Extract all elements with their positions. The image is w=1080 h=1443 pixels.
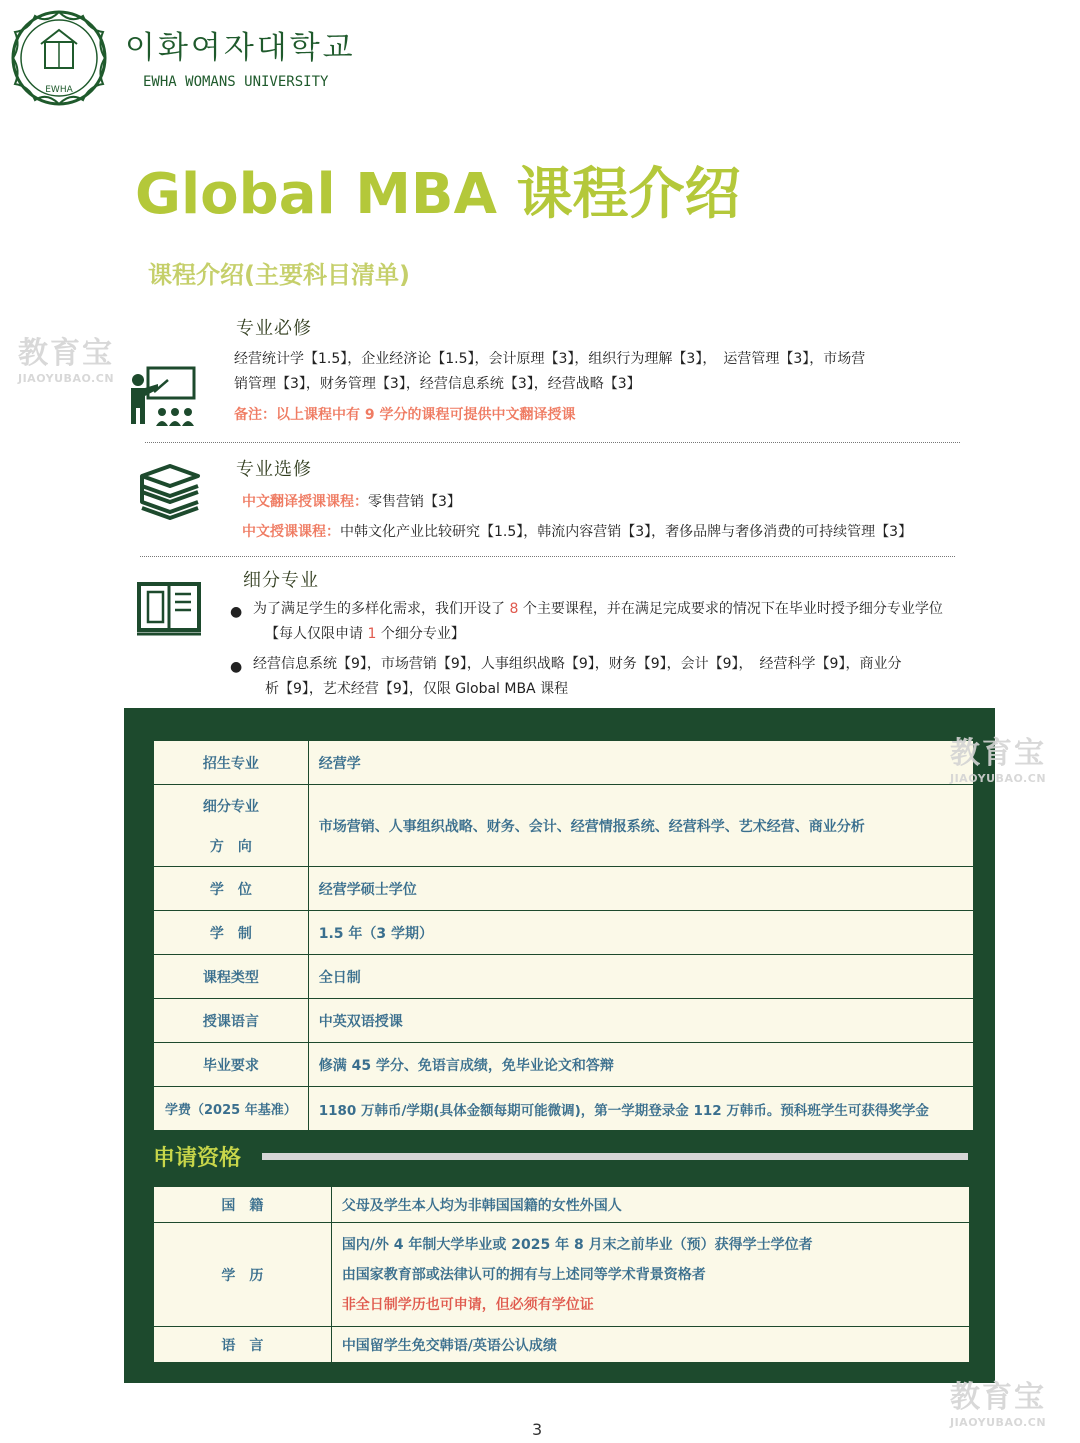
table-label: 学费（2025 年基准） [154, 1087, 309, 1131]
watermark-brand: 教育宝 [950, 736, 1046, 771]
elective-row1-text: 零售营销【3】 [368, 494, 461, 510]
table-label: 语 言 [154, 1327, 332, 1363]
education-line1: 国内/外 4 年制大学毕业或 2025 年 8 月末之前毕业（预）获得学士学位者 [341, 1236, 813, 1253]
table-value: 中国留学生免交韩语/英语公认成绩 [331, 1327, 969, 1363]
divider [145, 442, 960, 443]
table-value: 经营学硕士学位 [308, 867, 973, 911]
table-label-line2: 方 向 [209, 838, 252, 855]
table-row [154, 1187, 970, 1223]
open-book-icon [136, 578, 208, 650]
spec-b1-b: 个主要课程，并在满足完成要求的情况下在毕业时授予细分专业学位 [518, 601, 943, 617]
table-row [154, 867, 974, 911]
ewha-seal-logo [5, 8, 113, 108]
elective-row2-text: 中韩文化产业比较研究【1.5】，韩流内容营销【3】，奢侈品牌与奢侈消费的可持续管理【3】 [340, 524, 913, 540]
svg-text:EWHA: EWHA [45, 85, 73, 95]
elective-row1-label: 中文翻译授课课程： [242, 494, 368, 510]
table-row [154, 911, 974, 955]
page-number: 3 [532, 1420, 543, 1439]
table-value: 经营学 [308, 741, 973, 785]
books-stack-icon [136, 462, 208, 534]
specialization-bullet-1 [253, 597, 943, 622]
spec-b1-d: 个细分专业】 [376, 626, 465, 642]
elective-row-translated [242, 490, 461, 515]
table-value: 中英双语授课 [308, 999, 973, 1043]
required-courses-line1: 经营统计学【1.5】，企业经济论【1.5】，会计原理【3】，组织行为理解【3】， 运营管理【3】，市场营 [234, 351, 866, 367]
watermark-brand: 教育宝 [950, 1380, 1046, 1415]
table-row [154, 999, 974, 1043]
table-label: 招生专业 [154, 741, 309, 785]
table-label: 课程类型 [154, 955, 309, 999]
education-line2: 由国家教育部或法律认可的拥有与上述同等学术背景资格者 [341, 1266, 706, 1283]
bullet-icon: ● [230, 659, 243, 675]
watermark-domain: JIAOYUBAO.CN [950, 1416, 1047, 1429]
table-value: 1.5 年（3 学期） [308, 911, 973, 955]
table-value: 1180 万韩币/学期(具体金额每期可能微调)，第一学期登录金 112 万韩币。预科班学生可获得奖学金 [308, 1087, 973, 1131]
table-label: 学 制 [154, 911, 309, 955]
watermark-right-bottom [950, 1372, 1046, 1429]
table-row [154, 741, 974, 785]
watermark-right-top [950, 728, 1046, 785]
table-row [154, 1327, 970, 1363]
education-line3: 非全日制学历也可申请，但必须有学位证 [341, 1296, 594, 1313]
section-heading-required: 专业必修 [236, 318, 312, 339]
watermark-left [18, 328, 114, 385]
watermark-domain: JIAOYUBAO.CN [18, 372, 115, 385]
table-label: 国 籍 [154, 1187, 332, 1223]
table-row [154, 955, 974, 999]
spec-b1-c: 【每人仅限申请 [265, 626, 368, 642]
specialization-bullet-2: 经营信息系统【9】，市场营销【9】，人事组织战略【9】，财务【9】，会计【9】， 经营科学【9】，商业分 [253, 656, 902, 672]
page-title: Global MBA 课程介绍 [135, 162, 741, 227]
spec-b1-num2: 1 [367, 626, 377, 642]
table-value [331, 1223, 969, 1327]
table-label: 授课语言 [154, 999, 309, 1043]
apply-table [153, 1186, 970, 1363]
table-label: 学 历 [154, 1223, 332, 1327]
table-label: 学 位 [154, 867, 309, 911]
table-row [154, 1223, 970, 1327]
bullet-icon: ● [230, 604, 243, 620]
spec-b1-a: 为了满足学生的多样化需求，我们开设了 [253, 601, 510, 617]
table-value: 市场营销、人事组织战略、财务、会计、经营情报系统、经营科学、艺术经营、商业分析 [308, 785, 973, 867]
apply-heading: 申请资格 [153, 1146, 242, 1171]
table-row [154, 1087, 974, 1131]
section-heading-elective: 专业选修 [236, 459, 312, 480]
university-name-english: EWHA WOMANS UNIVERSITY [143, 74, 329, 90]
table-value: 父母及学生本人均为非韩国国籍的女性外国人 [331, 1187, 969, 1223]
specialization-bullet-2-cont: 析【9】，艺术经营【9】，仅限 Global MBA 课程 [265, 681, 569, 697]
divider [140, 556, 955, 557]
required-courses [234, 347, 954, 397]
teacher-presentation-icon [128, 364, 200, 436]
section-heading-specialization: 细分专业 [243, 570, 319, 591]
table-row [154, 785, 974, 867]
table-value: 全日制 [308, 955, 973, 999]
program-table [153, 740, 974, 1131]
page-subtitle: 课程介绍(主要科目清单) [148, 261, 410, 289]
spec-b1-num: 8 [509, 601, 519, 617]
table-label: 毕业要求 [154, 1043, 309, 1087]
elective-row-chinese [242, 520, 912, 545]
table-label [154, 785, 309, 867]
watermark-brand: 教育宝 [18, 336, 114, 371]
required-note: 备注：以上课程中有 9 学分的课程可提供中文翻译授课 [234, 407, 576, 423]
required-courses-line2: 销管理【3】，财务管理【3】，经营信息系统【3】，经营战略【3】 [234, 376, 641, 392]
university-name-korean: 이화여자대학교 [125, 30, 356, 66]
watermark-domain: JIAOYUBAO.CN [950, 772, 1047, 785]
table-label-line1: 细分专业 [202, 798, 259, 815]
specialization-bullet-1-cont [265, 622, 465, 647]
table-row [154, 1043, 974, 1087]
apply-heading-rule [262, 1153, 968, 1160]
elective-row2-label: 中文授课课程： [242, 524, 340, 540]
table-value: 修满 45 学分、免语言成绩，免毕业论文和答辩 [308, 1043, 973, 1087]
